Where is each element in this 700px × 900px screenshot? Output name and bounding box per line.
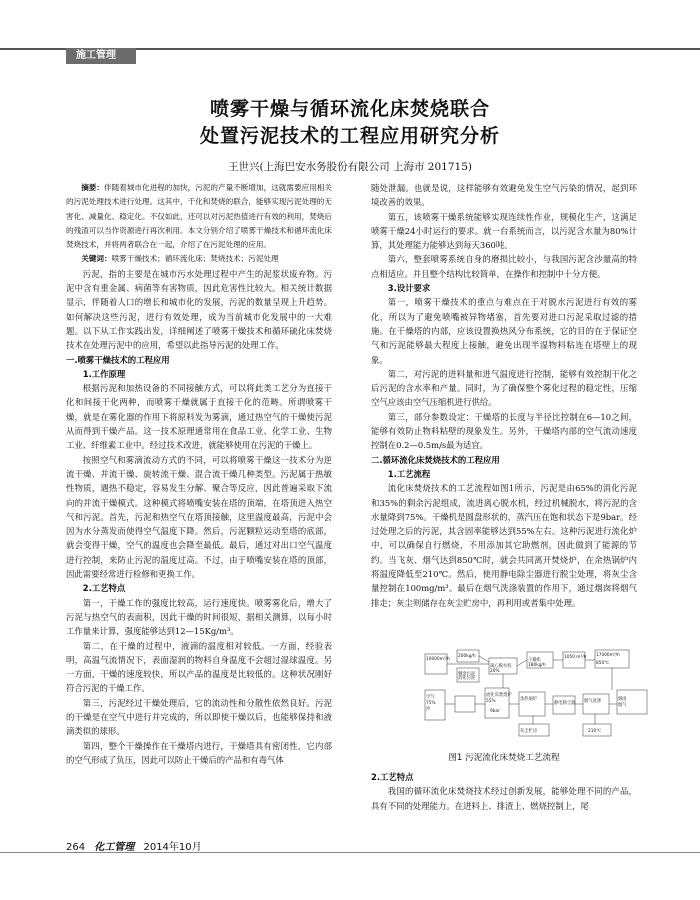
paragraph: 流化床焚烧技术的工艺流程如图1所示，污泥是由65%的消化污泥和35%的剩余污泥组成，流进离心脱水机，经过机械脱水，将污泥的含水量降到75%。干燥机是圆盘形状的，蒸汽压在饱和状态下是9bar。经过处理之后的污泥，其含固率能够达到55%左右。这种污泥进行流化炉中，可以确保自行燃烧，不用添加其它助燃剂，因此做到了能源的节约。当飞灰、烟气达到850℃时，就会共同离开焚烧炉，在余热锅炉内将温度降低至210℃。然后，使用静电除尘器进行脱尘处理，将灰尘含量控制在100mg/m³。最后在烟气洗涤装置的作用下，通过烟囱将烟气排走；灰尘则储存在灰尘贮房中，再利用或者集中处理。: [371, 483, 637, 608]
diagram-label: 9bar: [490, 709, 500, 714]
author-line: 王世兴(上海巴安水务股份有限公司 上海市 201715): [228, 161, 472, 173]
keywords: [66, 252, 332, 266]
subheading-1-3: 3.设计要求: [387, 283, 431, 294]
diagram-label: 200kg/h: [458, 654, 476, 659]
diagram-label: 离心脱水机: [490, 664, 512, 669]
diagram-label: 1050 m³/h: [564, 655, 587, 660]
paragraph: 第一，喷雾干燥技术的重点与难点在于对脱水污泥进行有效的雾化，所以为了避免喷嘴被异物堵塞，首先要对进口污泥采取过滤的措施。在干燥塔的内部，应该设置换热风分布系统，它的目的在于保证空气和污泥能够最大程度上接触，避免出现半湿物料粘连在塔壁上的现象。: [371, 297, 637, 365]
diagram-label: 75%: [426, 701, 436, 706]
diagram-label: 55%: [486, 699, 496, 704]
node-box: [617, 690, 647, 714]
right-column-continued: [371, 770, 637, 813]
paragraph: 第六，整套喷雾系统自身的磨损比较小，与我国污泥含沙量高的特点相适应。并且整个结构比较简单，在操作和控制中十分方便。: [371, 254, 637, 279]
section-tag: 施工管理: [66, 48, 136, 64]
keywords-label: 关键词：: [81, 254, 112, 264]
diagram-label: 灰尘贮房: [520, 729, 538, 734]
paragraph: 第三，污泥经过干燥处理后，它的流动性和分散性依然良好。污泥的干燥是在空气中进行并完成的，所以即使干燥以后，也能够保持和液滴类似的球形。: [66, 697, 332, 737]
diagram-label: 剩余污泥: [458, 672, 476, 677]
paragraph: 第二，在干燥的过程中，液滴的温度相对较低。一方面，经验表明，高温气流情况下，表面湿润的物料自身温度不会超过湿球温度。另一方面，干燥的速度较快，所以产品的温度是比较低的。这种状况刚好符合污泥的干燥工作。: [66, 640, 332, 694]
diagram-label: 干燥机: [528, 658, 541, 663]
process-flow-diagram: [423, 644, 650, 740]
paragraph: 随处泄漏。也就是说，这样能够有效避免发生空气污染的情况，起到环境改善的效果。: [371, 183, 637, 208]
abstract-label: 摘要：: [81, 183, 104, 192]
diagram-label: 850℃: [596, 661, 610, 666]
diagram-label: 沙: [426, 707, 431, 712]
title-line-2: 处置污泥技术的工程应用研究分析: [199, 125, 500, 147]
paragraph: 第四，整个干燥操作在干燥塔内进行，干燥塔具有密闭性，它内部的空气形成了负压，因此可以防止干燥后的产品和有毒气体: [66, 740, 332, 765]
diagram-label: 10000m³/h: [426, 657, 450, 662]
node-box: [583, 694, 609, 714]
diagram-label: 210℃: [588, 729, 602, 734]
node-box: [455, 696, 475, 712]
section-heading-1: 一.喷雾干燥技术的工程应用: [66, 354, 170, 365]
left-column: [66, 181, 332, 767]
abstract-text: 伴随着城市化进程的加快，污泥的产量不断增加，这就需要应用相关的污泥处理技术进行处理。这其中，干化和焚烧的联合，能够实现污泥处理的无害化、减量化、稳定化。不仅如此，还可以对污泥热值进行有效的利用，焚烧后的残渣可以当作资源进行再次利用。本文分别介绍了喷雾干燥技术和循环流化床焚烧技术，并将两者联合在一起，介绍了在污泥处理的应用。: [66, 183, 333, 250]
diagram-label: 空气: [426, 695, 435, 700]
paragraph: 第二，对污泥的进料量和进气温度进行控制，能够有效控制干化之后污泥的含水率和产量。同时，为了确保整个雾化过程的稳定性，压缩空气应该由空气压缩机进行供给。: [371, 368, 637, 408]
diagram-label: 消化污泥: [458, 676, 476, 681]
paragraph: 第五，该喷雾干燥系统能够实现连续性作业，规模化生产，这满足喷雾干燥24小时运行的要求。就一台系统而言，以污泥含水量为80%计算，其处理能力能够达到每天360吨。: [371, 211, 637, 251]
diagram-label: 烟气: [618, 703, 627, 708]
page-number: 264: [66, 842, 86, 853]
section-heading-2: 二.循环流化床焚烧技术的工程应用: [371, 454, 500, 465]
diagram-label: 烟囱: [618, 697, 627, 702]
flow-diagram-svg: [423, 644, 650, 740]
page-footer: [66, 838, 202, 853]
keywords-text: 喷雾干燥技术；循环流化床；焚烧技术；污泥处理: [111, 254, 279, 264]
issue-date: 2014年10月: [143, 842, 202, 853]
paragraph: 第一，干燥工作的强度比较高，运行速度快。喷雾雾化后，增大了污泥与热空气的表面积，因此干燥的时间很短，据相关测算，以每小时工作量来计算，强度能够达到12—15Kg/m³。: [66, 597, 332, 637]
diagram-label: 静电除尘器: [554, 701, 576, 706]
title-line-1: 喷雾干燥与循环流化床焚烧联合: [209, 98, 490, 120]
diagram-label: 余热锅炉: [520, 697, 538, 702]
diagram-label: 烟气洗涤: [584, 699, 602, 704]
diagram-label: 180kg/h: [528, 663, 546, 668]
abstract: [66, 181, 332, 252]
intro-paragraph: 污泥，指的主要是在城市污水处理过程中产生的泥浆状废弃物。污泥中含有重金属、病菌等有害物质，因此危害性比较大。相关统计数据显示，伴随着人口的增长和城市化的发展，污泥的数量呈现上升趋势。如何解决这些污泥，进行有效处理，成为当前城市化发展中的一大难题。以下从工作实践出发，详细阐述了喷雾干燥技术和循环硫化床焚烧技术在处理污泥中的应用，希望以此指导污泥的处理工作。: [66, 268, 332, 351]
subheading-2-1: 1.工艺流程: [387, 468, 431, 479]
node-box: [519, 692, 545, 716]
diagram-label: 17000m³/h: [596, 653, 620, 658]
paragraph: 按照空气和雾滴流动方式的不同，可以将喷雾干燥这一技术分为逆流干燥、并流干燥、旋转流干燥、混合流干燥几种类型。污泥属于热敏性物质，遇热不稳定，容易发生分解、聚合等反应，因此普遍采取下流向的并流干燥模式。这种模式将喷嘴安装在塔的顶端，在塔顶进入热空气和污泥。首先，污泥和热空气在塔顶接触，这里温度最高，污泥中会因为水分蒸发而使得空气温度下降。然后，污泥颗粒运动至塔的底部，就会变得干燥，空气的温度也会降至最低。最后，通过对出口空气温度进行控制，来防止污泥的温度过高。不过，由于喷嘴安装在塔的顶部，因此需要经常进行检修和更换工作。: [66, 454, 332, 580]
figure-caption: 图1 污泥流化床焚烧工艺流程: [448, 753, 560, 763]
paragraph: 我国的循环流化床焚烧技术经过创新发展，能够处理不同的产品，具有不同的处理能力。在进料上、排渣上、燃烧控制上，尾: [371, 786, 637, 811]
paragraph: 根据污泥和加热设备的不同接触方式，可以将此类工艺分为直接干化和间接干化两种，而喷雾干燥就属于直接干化的范畴。所谓喷雾干燥，就是在雾化器的作用下将原料发为雾滴，通过热空气的干燥使污泥从而得到干燥产品。这一技术原理通常用在食品工业、化学工业、生物工业、纤维素工业中。经过技术改进，就能够使用在污泥的干燥上。: [66, 383, 332, 451]
diagram-label: 20%: [490, 669, 500, 674]
paragraph: 第三，部分参数设定：干燥塔的长度与半径比控制在6—10之间，能够有效防止物料粘壁的现象发生。另外，干燥塔内部的空气流动速度控制在0.2—0.5m/s最为适宜。: [371, 411, 637, 451]
subheading-1-2: 2.工艺特点: [82, 583, 126, 594]
right-column: [371, 181, 637, 610]
diagram-label: 流化床焚烧炉: [486, 693, 512, 698]
journal-name: 化工管理: [94, 842, 135, 853]
subheading-2-2: 2.工艺特点: [371, 772, 414, 782]
subheading-1-1: 1.工作原理: [82, 368, 126, 379]
